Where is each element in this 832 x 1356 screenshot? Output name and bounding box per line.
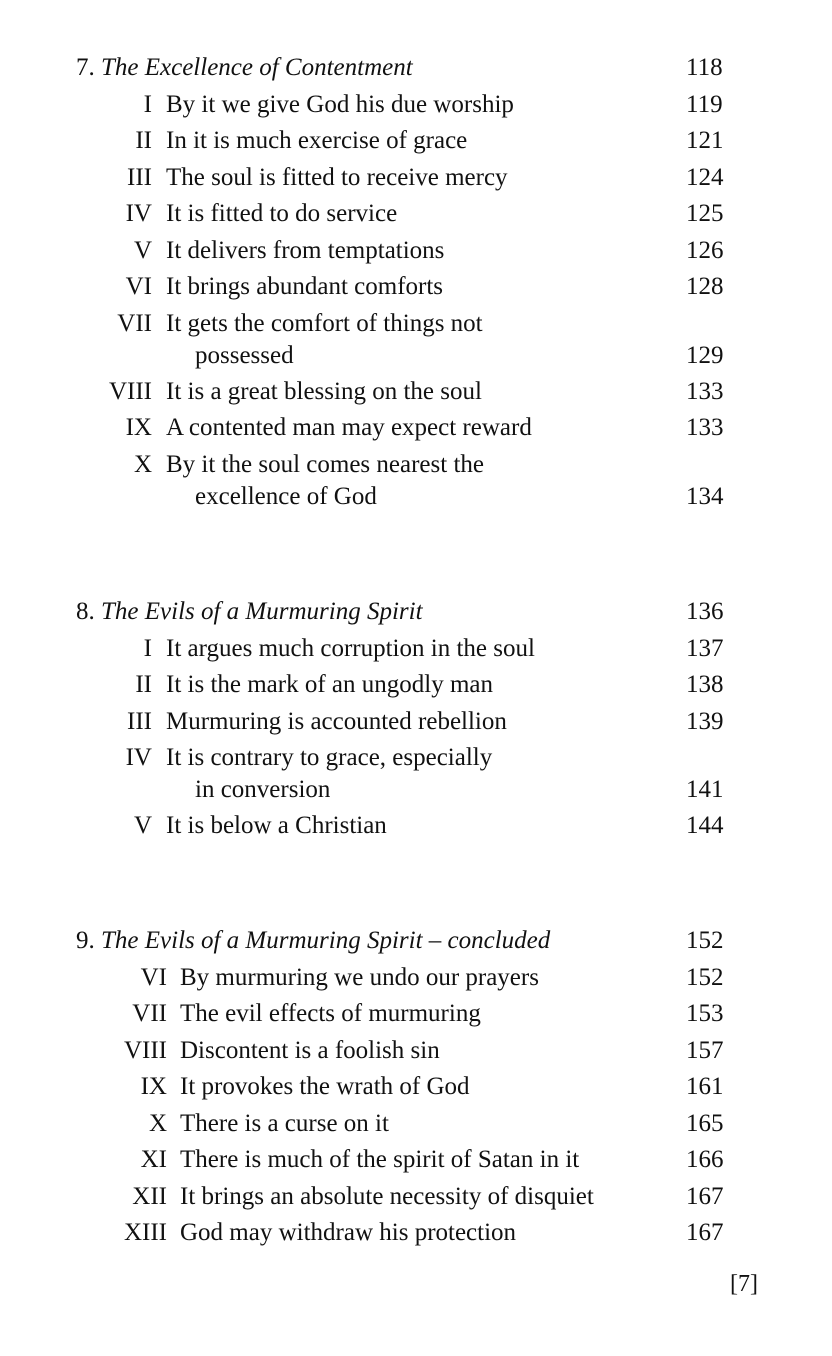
entry-numeral: XI: [140, 1146, 167, 1173]
entry-text-line-2: in conversion: [195, 776, 331, 803]
entry-text: By murmuring we undo our prayers: [180, 963, 539, 991]
entry-numeral: IX: [125, 414, 152, 441]
chapter-number: 8.: [76, 598, 95, 625]
entry-page: 119: [686, 90, 723, 118]
entry-page: 126: [686, 236, 724, 264]
entry-numeral: VII: [117, 309, 152, 337]
entry-page: 125: [686, 200, 724, 227]
toc-entry: [0, 308, 832, 376]
entry-numeral: I: [143, 90, 152, 118]
chapter-page: 118: [686, 54, 723, 81]
chapter-title: The Excellence of Contentment: [101, 54, 413, 81]
chapter-9-section: [0, 925, 832, 1254]
entry-page: 141: [686, 776, 724, 803]
entry-numeral: IV: [125, 744, 152, 771]
entry-numeral: X: [148, 1109, 167, 1137]
toc-entry: [0, 1144, 832, 1181]
entry-text-line-2: excellence of God: [195, 482, 377, 510]
entry-numeral: XIII: [123, 1219, 167, 1246]
chapter-heading: [0, 925, 832, 962]
chapter-heading-label: [76, 52, 413, 84]
toc-entry: [0, 89, 832, 126]
entry-page: 167: [686, 1182, 724, 1210]
toc-entry: [0, 1217, 832, 1254]
entry-numeral: XII: [132, 1182, 167, 1210]
entry-numeral: I: [143, 634, 152, 662]
entry-text: It brings abundant comforts: [166, 273, 444, 300]
entry-page: 157: [686, 1036, 724, 1064]
toc-entry: [0, 1035, 832, 1072]
entry-text-line-1: By it the soul comes nearest the: [166, 450, 484, 478]
entry-page: 161: [686, 1073, 724, 1100]
entry-page: 138: [686, 671, 724, 698]
entry-numeral: II: [135, 127, 152, 154]
entry-page: 144: [686, 812, 724, 839]
entry-numeral: VIII: [108, 377, 152, 405]
toc-entry: [0, 742, 832, 810]
entry-text: It is below a Christian: [166, 812, 387, 839]
entry-text: Discontent is a foolish sin: [180, 1036, 440, 1064]
entry-page: 128: [686, 273, 724, 300]
entry-page: 139: [686, 707, 724, 735]
toc-entry: [0, 962, 832, 999]
entry-page: 137: [686, 634, 724, 662]
entry-page: 133: [686, 414, 724, 441]
chapter-number: 7.: [76, 54, 95, 81]
toc-entry: [0, 162, 832, 199]
entry-text-line-2: possessed: [195, 341, 294, 369]
entry-text-line-1: It gets the comfort of things not: [166, 309, 483, 337]
entry-page: 167: [686, 1219, 724, 1246]
entry-numeral: VI: [125, 273, 152, 300]
chapter-7-section: [0, 52, 832, 517]
entry-text: It provokes the wrath of God: [180, 1073, 470, 1100]
entry-page: 133: [686, 377, 724, 405]
toc-entry: [0, 449, 832, 517]
chapter-page: 136: [686, 598, 724, 625]
entry-page: 166: [686, 1146, 724, 1173]
toc-entry: [0, 412, 832, 449]
toc-entry: [0, 235, 832, 272]
entry-numeral: IX: [140, 1073, 167, 1100]
entry-numeral: X: [133, 450, 152, 478]
entry-text: It is the mark of an ungodly man: [166, 671, 494, 698]
entry-page: 124: [686, 163, 724, 191]
entry-page: 152: [686, 963, 724, 991]
entry-text: It brings an absolute necessity of disquiet: [180, 1182, 594, 1210]
entry-text: It argues much corruption in the soul: [166, 634, 535, 662]
entry-page: 165: [686, 1109, 724, 1137]
entry-numeral: IV: [125, 200, 152, 227]
chapter-title: The Evils of a Murmuring Spirit – concluded: [101, 927, 551, 954]
page-folio: [7]: [730, 1271, 758, 1297]
entry-text: The evil effects of murmuring: [180, 1000, 481, 1027]
toc-entry: [0, 1071, 832, 1108]
toc-entry: [0, 669, 832, 706]
entry-text: It is a great blessing on the soul: [166, 377, 482, 405]
chapter-page: 152: [686, 927, 724, 954]
chapter-heading: [0, 596, 832, 633]
chapter-number: 9.: [76, 927, 95, 954]
entry-text: It is fitted to do service: [166, 200, 398, 227]
entry-page: 153: [686, 1000, 724, 1027]
entry-text: By it we give God his due worship: [166, 90, 514, 118]
entry-text: Murmuring is accounted rebellion: [166, 707, 507, 735]
entry-text-line-1: It is contrary to grace, especially: [166, 744, 493, 771]
chapter-heading: [0, 52, 832, 89]
toc-entry: [0, 706, 832, 743]
entry-numeral: II: [135, 671, 152, 698]
entry-text: There is much of the spirit of Satan in it: [180, 1146, 580, 1173]
toc-entry: [0, 998, 832, 1035]
entry-page: 134: [686, 482, 724, 510]
chapter-8-section: [0, 596, 832, 847]
chapter-title: The Evils of a Murmuring Spirit: [101, 598, 423, 625]
toc-entry: [0, 1181, 832, 1218]
chapter-heading-label: [76, 925, 550, 957]
toc-entry: [0, 271, 832, 308]
entry-page: 121: [686, 127, 724, 154]
entry-text: [166, 308, 483, 372]
toc-entry: [0, 810, 832, 847]
toc-entry: [0, 125, 832, 162]
entry-page: 129: [686, 341, 724, 369]
toc-entry: [0, 198, 832, 235]
chapter-heading-label: [76, 596, 423, 628]
entry-text: It delivers from temptations: [166, 236, 445, 264]
entry-text: [166, 742, 492, 806]
entry-text: [166, 449, 484, 513]
toc-entry: [0, 1108, 832, 1145]
toc-entry: [0, 633, 832, 670]
entry-numeral: III: [127, 707, 152, 735]
entry-numeral: V: [133, 812, 152, 839]
entry-numeral: VII: [132, 1000, 167, 1027]
entry-numeral: V: [133, 236, 152, 264]
entry-numeral: VIII: [123, 1036, 167, 1064]
entry-numeral: VI: [140, 963, 167, 991]
entry-text: In it is much exercise of grace: [166, 127, 468, 154]
entry-text: God may withdraw his protection: [180, 1219, 517, 1246]
toc-entry: [0, 376, 832, 413]
entry-text: The soul is fitted to receive mercy: [166, 163, 508, 191]
entry-text: There is a curse on it: [180, 1109, 389, 1137]
entry-text: A contented man may expect reward: [166, 414, 532, 441]
entry-numeral: III: [127, 163, 152, 191]
